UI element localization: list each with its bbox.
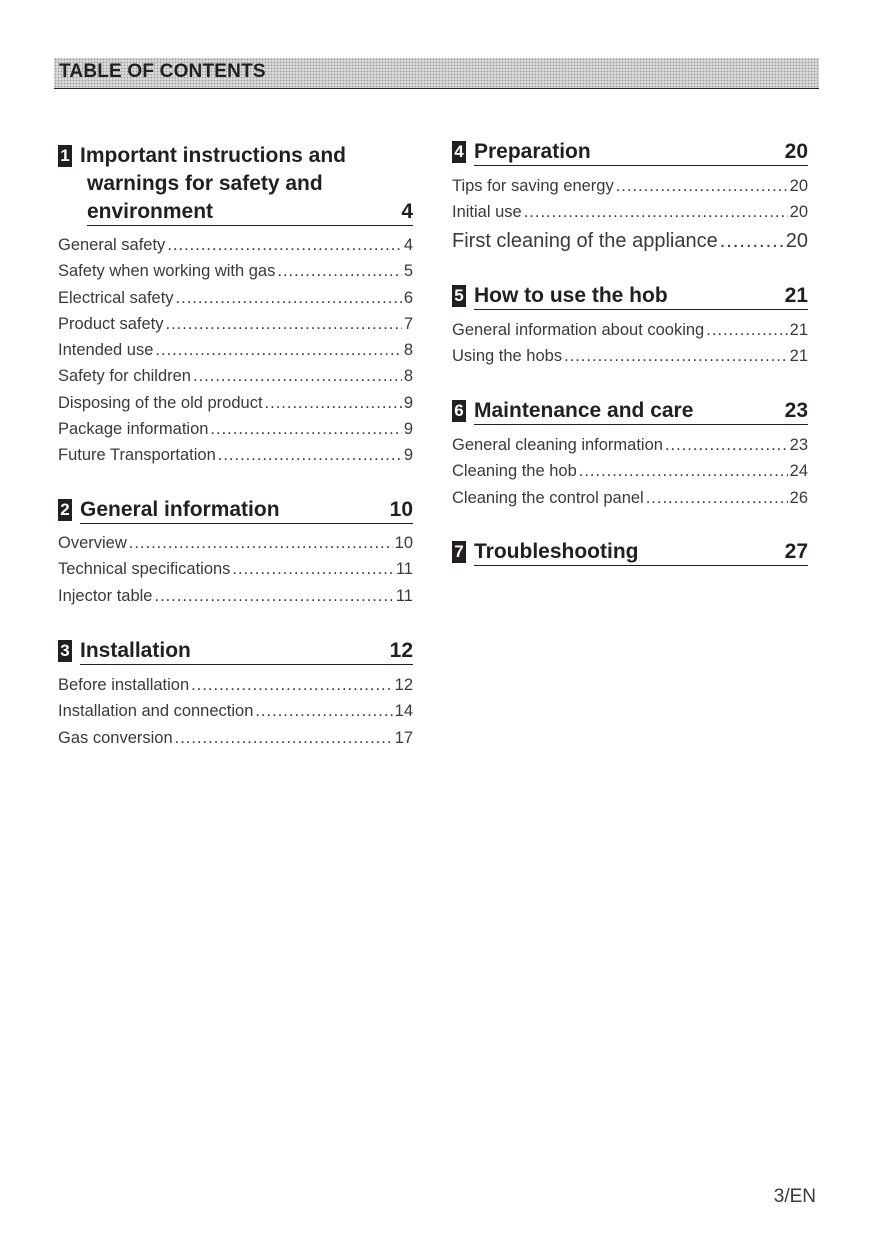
toc-section-6 xyxy=(452,397,808,507)
section-underline xyxy=(474,424,808,425)
toc-section-3 xyxy=(58,637,413,747)
toc-entry[interactable]: Technical specifications ..... 11 xyxy=(58,560,413,586)
section-title[interactable]: General information xyxy=(80,498,280,521)
section-underline xyxy=(87,225,413,226)
page-title: TABLE OF CONTENTS xyxy=(59,61,266,82)
section-underline xyxy=(474,565,808,566)
toc-entry-list xyxy=(452,177,808,258)
section-title-line[interactable]: Important instructions and xyxy=(80,144,347,167)
section-number-badge: 3 xyxy=(58,640,72,662)
section-title[interactable]: Maintenance and care xyxy=(474,399,694,422)
toc-entry-list xyxy=(58,534,413,613)
toc-entry[interactable]: Disposing of the old product ..... 9 xyxy=(58,394,413,420)
section-title[interactable]: How to use the hob xyxy=(474,284,668,307)
section-number-badge: 4 xyxy=(452,141,466,163)
toc-entry[interactable]: Safety when working with gas ..... 5 xyxy=(58,262,413,288)
toc-section-1 xyxy=(58,142,413,465)
section-underline xyxy=(474,165,808,166)
section-number-badge: 2 xyxy=(58,499,72,521)
section-underline xyxy=(80,523,413,524)
toc-section-4 xyxy=(452,138,808,252)
section-page-number: 10 xyxy=(389,498,413,521)
toc-entry[interactable]: General safety ..... 4 xyxy=(58,236,413,262)
section-title[interactable]: Preparation xyxy=(474,140,591,163)
toc-entry[interactable]: Injector table ..... 11 xyxy=(58,587,413,613)
toc-entry[interactable]: Using the hobs ..... 21 xyxy=(452,347,808,373)
toc-entry[interactable]: Safety for children ..... 8 xyxy=(58,367,413,393)
section-page-number: 20 xyxy=(784,140,808,163)
section-number-badge: 1 xyxy=(58,145,72,167)
section-page-number: 23 xyxy=(784,399,808,422)
section-title[interactable]: Installation xyxy=(80,639,191,662)
section-number-badge: 7 xyxy=(452,541,466,563)
section-number-badge: 6 xyxy=(452,400,466,422)
toc-entry[interactable]: Electrical safety ..... 6 xyxy=(58,289,413,315)
section-underline xyxy=(80,664,413,665)
toc-entry[interactable]: Intended use ..... 8 xyxy=(58,341,413,367)
toc-section-5 xyxy=(452,282,808,366)
toc-entry-list xyxy=(452,436,808,515)
toc-entry[interactable]: Overview ..... 10 xyxy=(58,534,413,560)
section-title-line[interactable]: environment xyxy=(87,200,214,223)
section-title-line[interactable]: warnings for safety and xyxy=(87,172,323,195)
toc-entry[interactable]: Tips for saving energy ..... 20 xyxy=(452,177,808,203)
toc-entry[interactable]: Installation and connection ..... 14 xyxy=(58,702,413,728)
toc-entry[interactable]: Product safety ..... 7 xyxy=(58,315,413,341)
toc-entry[interactable]: Package information ..... 9 xyxy=(58,420,413,446)
toc-entry[interactable]: General cleaning information ..... 23 xyxy=(452,436,808,462)
page-number-footer: 3/EN xyxy=(773,1186,816,1207)
section-title[interactable]: Troubleshooting xyxy=(474,540,639,563)
toc-entry[interactable]: Cleaning the control panel ..... 26 xyxy=(452,489,808,515)
toc-entry-list xyxy=(58,676,413,755)
toc-section-2 xyxy=(58,496,413,605)
section-page-number: 21 xyxy=(784,284,808,307)
toc-entry[interactable]: Future Transportation ..... 9 xyxy=(58,446,413,472)
toc-section-7 xyxy=(452,538,808,566)
toc-entry[interactable]: First cleaning of the appliance ..... 20 xyxy=(452,230,808,258)
section-page-number: 4 xyxy=(401,200,413,223)
toc-entry[interactable]: Gas conversion ..... 17 xyxy=(58,729,413,755)
toc-entry-list xyxy=(452,321,808,374)
section-page-number: 12 xyxy=(389,639,413,662)
section-underline xyxy=(474,309,808,310)
section-number-badge: 5 xyxy=(452,285,466,307)
toc-entry-list xyxy=(58,236,413,473)
toc-entry[interactable]: Cleaning the hob ..... 24 xyxy=(452,462,808,488)
toc-entry[interactable]: General information about cooking ..... 21 xyxy=(452,321,808,347)
toc-entry[interactable]: Initial use ..... 20 xyxy=(452,203,808,229)
toc-header-banner xyxy=(54,58,819,89)
section-page-number: 27 xyxy=(784,540,808,563)
toc-entry[interactable]: Before installation ..... 12 xyxy=(58,676,413,702)
